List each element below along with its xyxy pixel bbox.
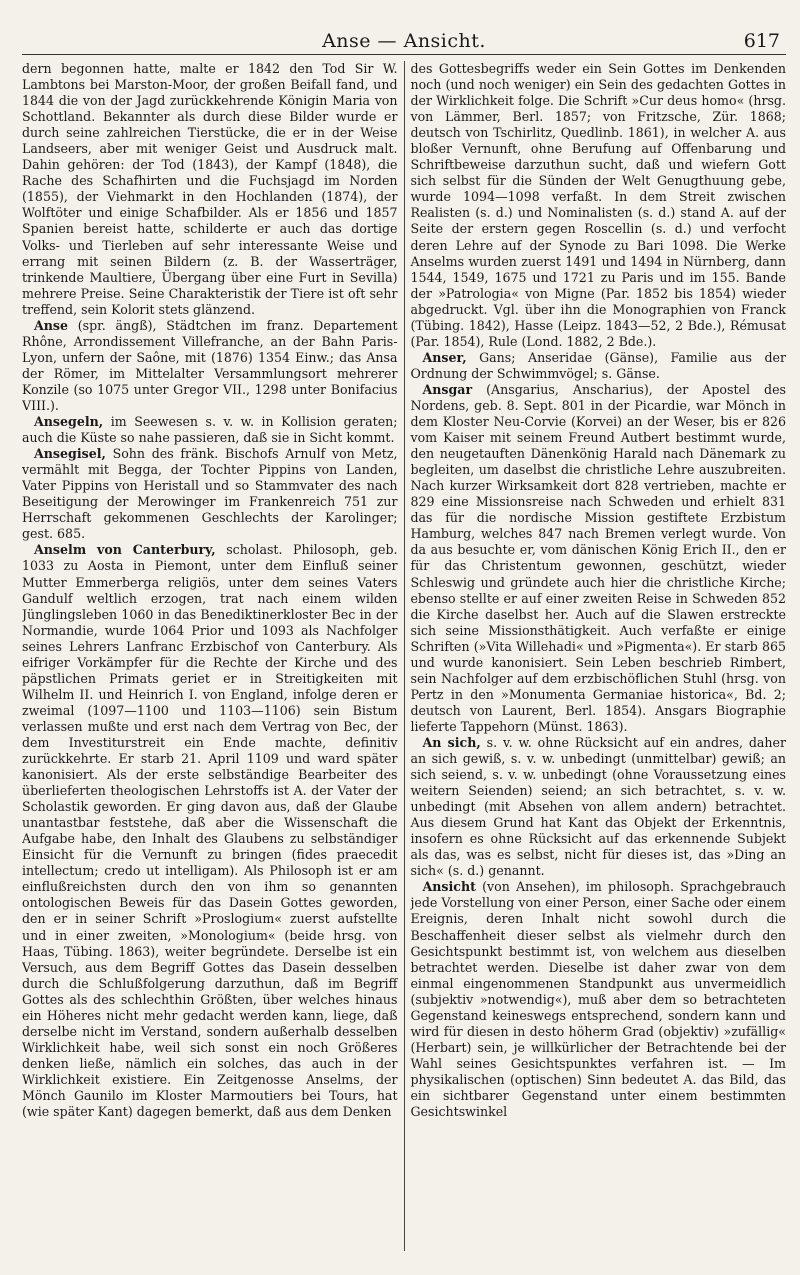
entry-text: scholast. Philosoph, geb. 1033 zu Aosta in Piemont, unter dem Einfluß seiner Mutter Emmerberga religiös, unter dem seines Vaters Gandulf weltlich erzogen, trat nach einem wilden Jünglingsleben 1060 in das Benediktinerkloster Bec in der Normandie, wurde 1064 Prior und 1093 als Nachfolger seines Lehrers Lanfranc Erzbischof von Canterbury. Als eifriger Vorkämpfer für die Rechte der Kirche und des päpstlichen Primats geriet er in Streitigkeiten mit Wilhelm II. und Heinrich I. von England, infolge deren er zweimal (1097—1100 und 1103—1106) sein Bistum verlassen mußte und erst nach dem Vertrag von Bec, der dem Investiturstreit ein Ende machte, definitiv zurückkehrte. Er starb 21. April 1109 und ward später kanonisiert. Als der erste selbständige Bearbeiter des überlieferten theologischen Lehrstoffs ist A. der Vater der Scholastik geworden. Er ging davon aus, daß der Glaube unantastbar feststehe, daß aber die Wissenschaft die Aufgabe habe, den Inhalt des Glaubens zu selbständiger Einsicht für die Vernunft zu bringen (fides praecedit intellectum; credo ut intelligam). Als Philosoph ist er am einflußreichsten durch den von ihm so genannten ontologischen Beweis für das Dasein Gottes geworden, den er in seiner Schrift »Proslogium« zuerst aufstellte und in einer zweiten, »Monologium« (beide hrsg. von Haas, Tübing. 1863), weiter begründete. Derselbe ist ein Versuch, aus dem Begriff Gottes das Dasein desselben durch die Schlußfolgerung darzuthun, daß im Begriff Gottes als des schlechthin Größten, über welches hinaus ein Höheres nicht mehr gedacht werden kann, liege, daß derselbe nicht im Verstand, sondern außerhalb desselben Wirklichkeit habe, weil sich sonst ein noch Größeres denken ließe, nämlich ein solches, das auch in der Wirklichkeit existiere. Ein Zeitgenosse Anselms, der Mönch Gaunilo im Kloster Marmoutiers bei Tours, hat (wie später Kant) dagegen bemerkt, daß aus dem Denken <box>22 542 398 1120</box>
entry-text: (Ansgarius, Anscharius), der Apostel des Nordens, geb. 8. Sept. 801 in der Picardie, war Mönch in dem Kloster Neu-Corvie (Korvei) an der Weser, bis er 826 vom Kaiser mit seinem Freund Autbert bestimmt wurde, den neugetauften Dänenkönig Harald nach Dänemark zu begleiten, um daselbst die christliche Lehre auszubreiten. Nach kurzer Wirksamkeit dort 828 vertrieben, machte er 829 eine Missionsreise nach Schweden und erhielt 831 das für die nordische Mission gestiftete Erzbistum Hamburg, welches 847 nach Bremen verlegt wurde. Von da aus besuchte er, vom dänischen König Erich II., den er für das Christentum gewonnen, geschützt, wieder Schleswig und gründete auch hier die christliche Kirche; ebenso stellte er auf einer zweiten Reise in Schweden 852 die Kirche daselbst her. Auch auf die Slawen erstreckte sich seine Missionsthätigkeit. Auch verfaßte er einige Schriften (»Vita Willehadi« und »Pigmenta«). Er starb 865 und wurde kanonisiert. Sein Leben beschrieb Rimbert, sein Nachfolger auf dem erzbischöflichen Stuhl (hrsg. von Pertz in den »Monumenta Germaniae historica«, Bd. 2; deutsch von Laurent, Berl. 1854). Ansgars Biographie lieferte Tappehorn (Münst. 1863). <box>410 381 786 734</box>
entry-text: Sohn des fränk. Bischofs Arnulf von Metz, vermählt mit Begga, der Tochter Pippins von Landen, Vater Pippins von Heristall und so Stammvater des nach Beseitigung der Merowinger im Frankenreich 751 zur Herrschaft gekommenen Geschlechts der Karolinger; gest. 685. <box>22 446 398 542</box>
entry-text: Gans; Anseridae (Gänse), Familie aus der Ordnung der Schwimmvögel; s. Gänse. <box>410 349 786 381</box>
entry-headword: Anser, <box>422 349 467 365</box>
entry-headword: Ansgar <box>422 381 473 397</box>
entry-text: (von Ansehen), im philosoph. Sprachgebrauch jede Vorstellung von einer Person, einer Sache oder einem Ereignis, deren Inhalt nicht sowohl durch die Beschaffenheit dieser selbst als vielmehr durch den Gesichtspunkt bestimmt ist, von welchem aus dieselben betrachtet werden. Dieselbe ist daher zwar von dem einmal eingenommenen Standpunkt aus unvermeidlich (subjektiv »notwendig«), muß aber dem so betrachteten Gegenstand keineswegs entsprechend, sondern kann und wird für diesen in desto höherm Grad (objektiv) »zufällig« (Herbart) sein, je willkürlicher der Betrachtende bei der Wahl seines Gesichtspunktes verfahren ist. — Im physikalischen (optischen) Sinn bedeutet A. das Bild, das ein sichtbarer Gegenstand unter einem bestimmten Gesichtswinkel <box>410 879 786 1120</box>
entry-paragraph <box>22 542 398 1120</box>
entry-headword: An sich, <box>422 734 481 750</box>
entry-text: s. v. w. ohne Rücksicht auf ein andres, daher an sich gewiß, s. v. w. unbedingt (unmittelbar) gewiß; an sich seiend, s. v. w. unbedingt (ohne Voraussetzung eines weitern Seienden) seiend; an sich betrachtet, s. v. w. unbedingt (mit Absehen von allem andern) betrachtet. Aus diesem Grund hat Kant das Objekt der Erkenntnis, insofern es ohne Rücksicht auf das erkennende Subjekt als das, was es selbst, nicht für dieses ist, das »Ding an sich« (s. d.) genannt. <box>410 734 786 879</box>
entry-paragraph <box>410 735 786 879</box>
text-columns <box>22 61 786 1251</box>
entry-headword: Ansegeln, <box>34 414 104 430</box>
entry-paragraph <box>22 414 398 446</box>
column-divider <box>404 61 405 1251</box>
entry-headword: Ansicht <box>422 879 476 895</box>
entry-paragraph <box>410 879 786 1120</box>
entry-paragraph <box>410 350 786 382</box>
entry-paragraph <box>22 61 398 318</box>
page-header <box>22 28 786 55</box>
entry-headword: Anse <box>34 317 69 333</box>
right-column <box>410 61 786 1251</box>
entry-paragraph <box>22 318 398 414</box>
page-number: 617 <box>743 30 780 52</box>
entry-text: im Seewesen s. v. w. in Kollision geraten; auch die Küste so nahe passieren, daß sie in Sicht kommt. <box>22 414 398 446</box>
entry-text: (spr. ängß), Städtchen im franz. Departement Rhône, Arrondissement Villefranche, an der Bahn Paris-Lyon, unfern der Saône, mit (1876) 1354 Einw.; das Ansa der Römer, im Mittelalter Versammlungsort mehrerer Konzile (so 1075 unter Gregor VII., 1298 unter Bonifacius VIII.). <box>22 317 398 413</box>
entry-paragraph <box>410 382 786 735</box>
entry-paragraph <box>22 446 398 542</box>
entry-text: des Gottesbegriffs weder ein Sein Gottes im Denkenden noch (und noch weniger) ein Sein des gedachten Gottes in der Wirklichkeit folge. Die Schrift »Cur deus homo« (hrsg. von Lämmer, Berl. 1857; von Fritzsche, Zür. 1868; deutsch von Tschirlitz, Quedlinb. 1861), in welcher A. aus bloßer Vernunft, ohne Berufung auf Offenbarung und Schriftbeweise darzuthun sucht, daß und wiefern Gott sich selbst für die Sünden der Welt Genugthuung gebe, wurde 1094—1098 verfaßt. In dem Streit zwischen Realisten (s. d.) und Nominalisten (s. d.) stand A. auf der Seite der erstern gegen Roscellin (s. d.) und verfocht deren Lehre auf der Synode zu Bari 1098. Die Werke Anselms wurden zuerst 1491 und 1494 in Nürnberg, dann 1544, 1549, 1675 und 1721 zu Paris und im 155. Bande der »Patrologia« von Migne (Par. 1852 bis 1854) wieder abgedruckt. Vgl. über ihn die Monographien von Franck (Tübing. 1842), Hasse (Leipz. 1843—52, 2 Bde.), Rémusat (Par. 1854), Rule (Lond. 1882, 2 Bde.). <box>410 61 786 349</box>
entry-text: dern begonnen hatte, malte er 1842 den Tod Sir W. Lambtons bei Marston-Moor, der großen Beifall fand, und 1844 die von der Jagd zurückkehrende Königin Maria von Schottland. Bekannter als durch diese Bilder wurde er durch seine zahlreichen Tierstücke, die er in der Weise Landseers, aber mit weniger Geist und Ausdruck malt. Dahin gehören: der Tod (1843), der Kampf (1848), die Rache des Schafhirten und die Fuchsjagd im Norden (1855), der Viehmarkt in den Hochlanden (1874), der Wolftöter und einige Schafbilder. Als er 1856 und 1857 Spanien bereist hatte, schilderte er auch das dortige Volks- und Tierleben auf sehr interessante Weise und errang mit seinen Bildern (z. B. der Wasserträger, trinkende Maultiere, Übergang über eine Furt in Sevilla) mehrere Preise. Seine Charakteristik der Tiere ist oft sehr treffend, sein Kolorit stets glänzend. <box>22 61 398 317</box>
left-column <box>22 61 398 1251</box>
entry-headword: Ansegisel, <box>34 446 106 462</box>
entry-paragraph <box>410 61 786 350</box>
page-title: Anse — Ansicht. <box>322 30 486 52</box>
entry-headword: Anselm von Canterbury, <box>34 542 216 558</box>
